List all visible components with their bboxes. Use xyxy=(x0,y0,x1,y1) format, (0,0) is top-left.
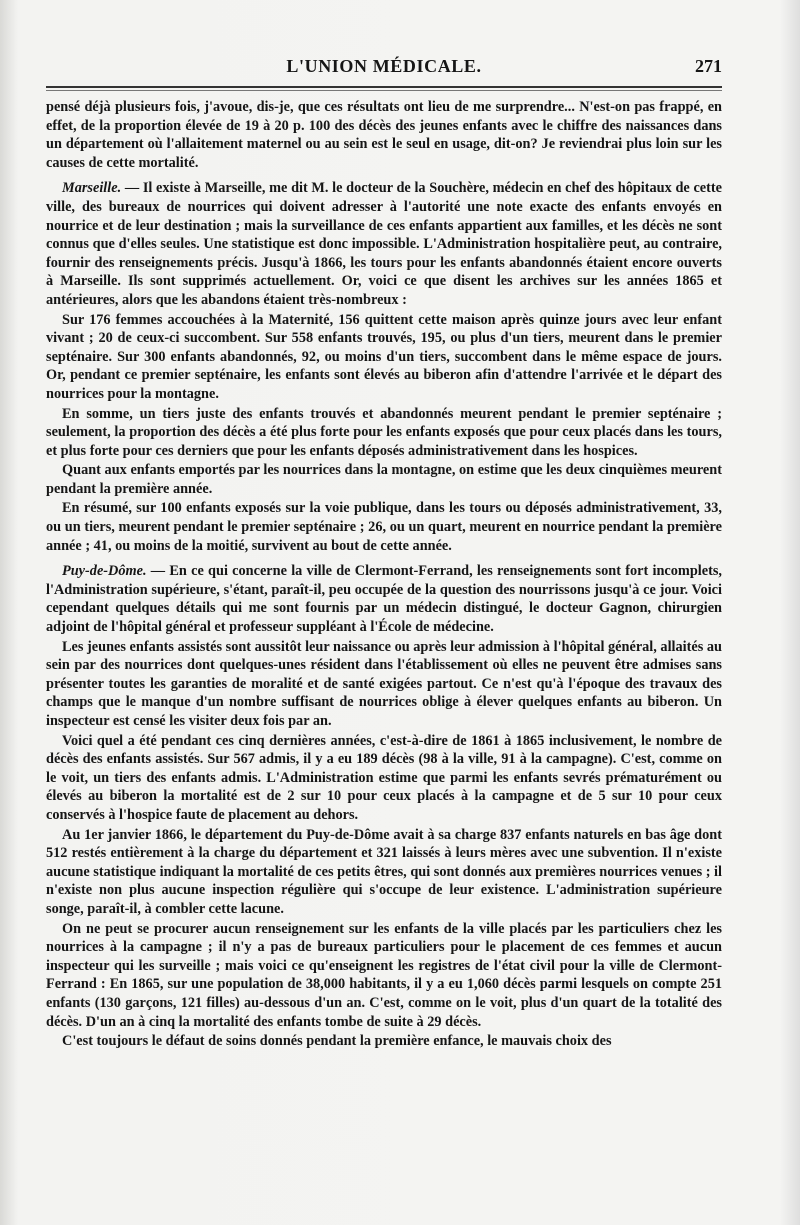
header-rule-thin xyxy=(46,90,722,91)
section-lead-puy-de-dome: Puy-de-Dôme. xyxy=(62,563,147,580)
paragraph-text: — En ce qui concerne la ville de Clermont-Ferrand, les renseignements sont fort incomplets, l'Administration supérieure, s'étant, paraît-il, peu occupée de la question des nourrissons jusqu'à ce jour. Voici cependant quelques détails qui me sont fournis par un médecin distingué, le docteur Gagnon, chirurgien adjoint de l'hôpital général et professeur suppléant à l'École de médecine. xyxy=(46,563,722,636)
paragraph-puy-de-dome xyxy=(46,562,722,636)
paragraph: On ne peut se procurer aucun renseignement sur les enfants de la ville placés par les particuliers chez les nourrices à la campagne ; il n'y a pas de bureaux particuliers pour le placement de ces femmes et aucun inspecteur qui les surveille ; mais voici ce qu'enseignent les registres de l'état civil pour la ville de Clermont-Ferrand : En 1865, sur une population de 38,000 habitants, il y a eu 1,060 décès parmi lesquels on compte 251 enfants (130 garçons, 121 filles) au-dessous d'un an. C'est, comme on le voit, plus d'un quart de la totalité des décès. D'un an à cinq la mortalité des enfants tombe de suite à 29 décès. xyxy=(46,920,722,1030)
paragraph: pensé déjà plusieurs fois, j'avoue, dis-je, que ces résultats ont lieu de me surprendre... N'est-on pas frappé, en effet, de la proportion élevée de 19 à 20 p. 100 des décès des jeunes enfants avec le chiffre des naissances dans un département où l'allaitement maternel ou au sein est le seul en usage, dit-on? Je reviendrai plus loin sur les causes de cette mortalité. xyxy=(46,99,722,171)
paragraph: Quant aux enfants emportés par les nourrices dans la montagne, on estime que les deux cinquièmes meurent pendant la première année. xyxy=(46,462,722,497)
paragraph: Sur 176 femmes accouchées à la Maternité, 156 quittent cette maison après quinze jours avec leur enfant vivant ; 20 de ceux-ci succombent. Sur 558 enfants trouvés, 195, ou plus d'un tiers, meurent dans le premier septénaire. Sur 300 enfants abandonnés, 92, ou moins d'un tiers, succombent dans le même espace de jours. Or, pendant ce premier septénaire, les enfants sont élevés au biberon afin d'attendre l'arrivée et le départ des nourrices pour la montagne. xyxy=(46,311,722,402)
body-text xyxy=(46,98,722,1052)
paragraph: C'est toujours le défaut de soins donnés pendant la première enfance, le mauvais choix des xyxy=(62,1033,612,1050)
paragraph-marseille xyxy=(46,179,722,309)
paragraph: Les jeunes enfants assistés sont aussitôt leur naissance ou après leur admission à l'hôpital général, allaités au sein par des nourrices dont quelques-unes résident dans l'établissement où elles ne peuvent être admises sans présenter toutes les garanties de moralité et de santé exigées partout. Ce n'est qu'à l'époque des travaux des champs que le manque d'un nombre suffisant de nourrices oblige à élever quelques enfants au biberon. Un inspecteur est censé les visiter deux fois par an. xyxy=(46,638,722,729)
paragraph: En résumé, sur 100 enfants exposés sur la voie publique, dans les tours ou déposés administrativement, 33, ou un tiers, meurent pendant le premier septénaire ; 26, ou un quart, meurent en nourrice pendant la première année ; 41, ou moins de la moitié, survivent au bout de cette année. xyxy=(46,500,722,554)
paragraph: Au 1er janvier 1866, le département du Puy-de-Dôme avait à sa charge 837 enfants naturels en bas âge dont 512 restés entièrement à la charge du département et 321 laissés à leurs mères avec une subvention. Il n'existe aucune statistique indiquant la mortalité de ces petits êtres, qui sont donnés aux premières nourrices venues ; il n'existe non plus aucune inspection régulière qui s'occupe de leur existence. L'administration supérieure songe, paraît-il, à combler cette lacune. xyxy=(46,826,722,917)
page-number: 271 xyxy=(695,56,722,76)
section-lead-marseille: Marseille. xyxy=(62,180,122,197)
paragraph: En somme, un tiers juste des enfants trouvés et abandonnés meurent pendant le premier septénaire ; seulement, la proportion des décès a été plus forte pour les enfants exposés que pour ceux placés dans les tours, et plus forte pour ces derniers que pour les enfants déposés administrativement dans les hospices. xyxy=(46,405,722,459)
paragraph-text: — Il existe à Marseille, me dit M. le docteur de la Souchère, médecin en chef des hôpitaux de cette ville, des bureaux de nourrices qui doivent adresser à l'autorité une note exacte des enfants envoyés en nourrice et de leur destination ; mais la surveillance de ces enfants appartient aux familles, et les décès ne sont connus que d'elles seules. Une statistique est donc impossible. L'Administration hospitalière peut, au contraire, fournir des renseignements précis. Jusqu'à 1866, les tours pour les enfants abandonnés étaient encore ouverts à Marseille. Ils sont supprimés actuellement. Or, voici ce que disent les archives sur les années 1865 et antérieures, alors que les abandons étaient très-nombreux : xyxy=(46,180,722,308)
page-header xyxy=(46,56,722,84)
header-rule xyxy=(46,86,722,88)
running-title: L'UNION MÉDICALE. xyxy=(286,56,482,76)
paragraph: Voici quel a été pendant ces cinq dernières années, c'est-à-dire de 1861 à 1865 inclusivement, le nombre de décès des enfants assistés. Sur 567 admis, il y a eu 189 décès (98 à la ville, 91 à la campagne). C'est, comme on le voit, un tiers des enfants admis. L'Administration estime que parmi les enfants sevrés prématurément ou élevés au biberon la mortalité est de 2 sur 10 pour ceux placés à la campagne et de 5 sur 10 pour ceux conservés à l'hospice faute de placement au dehors. xyxy=(46,732,722,823)
